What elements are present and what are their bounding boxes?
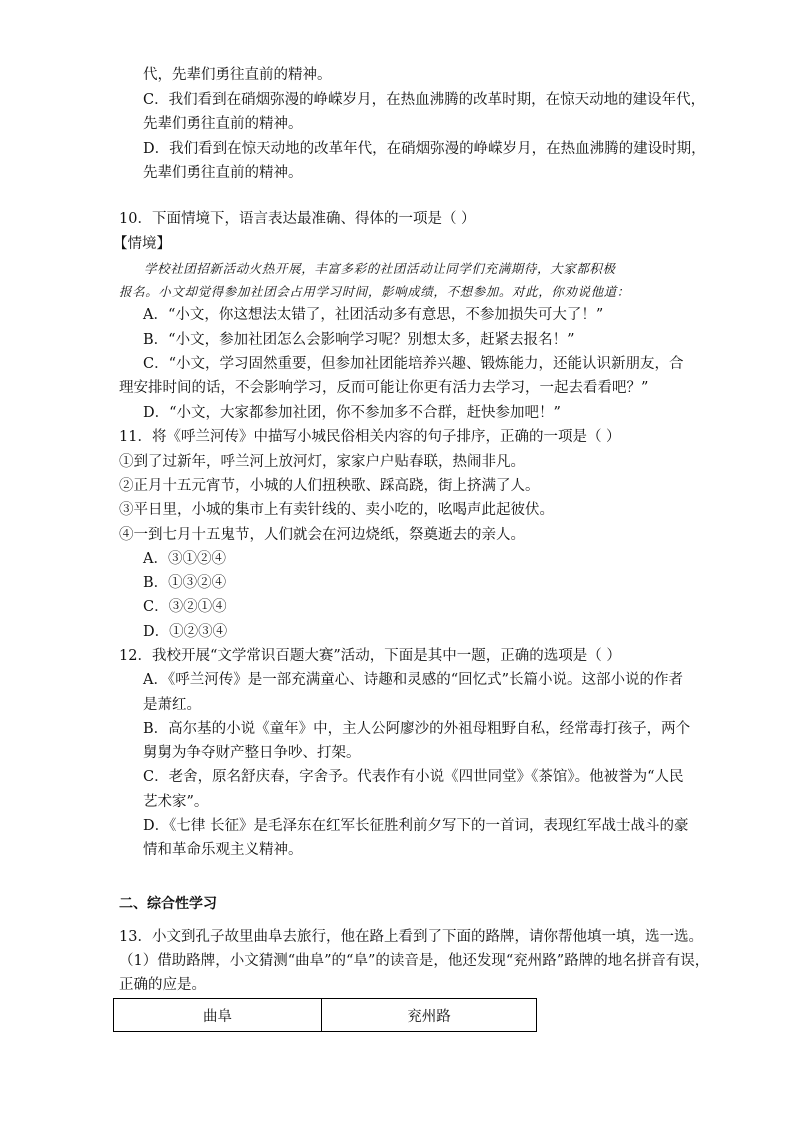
q13-stem: 13．小文到孔子故里曲阜去旅行，他在路上看到了下面的路牌，请你帮他填一填，选一选。 [119, 929, 703, 945]
q11-sentence-3: ③平日里，小城的集市上有卖针线的、卖小吃的，吆喝声此起彼伏。 [119, 502, 554, 518]
q11-sentence-4: ④一到七月十五鬼节，人们就会在河边烧纸，祭奠逝去的亲人。 [119, 527, 525, 543]
q11-option-d: D．①②③④ [143, 624, 228, 640]
q12-option-a-line1: A．《呼兰河传》是一部充满童心、诗趣和灵感的“回忆式”长篇小说。这部小说的作者 [143, 672, 684, 688]
q11-option-c: C．③②①④ [143, 599, 227, 615]
q10-context-line1: 学校社团招新活动火热开展，丰富多彩的社团活动让同学们充满期待，大家都积极 [144, 261, 616, 276]
section-heading: 二、综合性学习 [119, 896, 217, 912]
q10-option-c-line1: C．“小文，学习固然重要，但参加社团能培养兴趣、锻炼能力，还能认识新朋友，合 [143, 356, 684, 372]
q12-option-a-line2: 是萧红。 [143, 697, 201, 713]
q12-option-d-line1: D．《七律 长征》是毛泽东在红军长征胜利前夕写下的一首词，表现红军战士战斗的豪 [143, 818, 689, 834]
q9-option-d-line2: 先辈们勇往直前的精神。 [143, 165, 303, 181]
table-cell-yanzhou-road: 兖州路 [407, 1008, 451, 1025]
q10-option-b: B．“小文，参加社团怎么会影响学习呢？别想太多，赶紧去报名！” [143, 332, 575, 348]
q12-stem: 12．我校开展“文学常识百题大赛”活动，下面是其中一题，正确的选项是（ ） [119, 648, 621, 664]
q10-context-line2: 报名。小文却觉得参加社团会占用学习时间，影响成绩，不想参加。对此，你劝说他道： [119, 284, 630, 299]
q9-option-c-line2: 先辈们勇往直前的精神。 [143, 116, 303, 132]
q13-sub1-line1: （1）借助路牌，小文猜测“曲阜”的“阜”的读音是，他还发现“兖州路”路牌的地名拼音有误， [119, 953, 710, 969]
q9-option-b-continuation: 代，先辈们勇往直前的精神。 [143, 67, 332, 83]
q13-sub1-line2: 正确的应是。 [119, 977, 206, 993]
table-cell-qufu: 曲阜 [114, 999, 322, 1031]
q12-option-c-line1: C．老舍，原名舒庆春，字舍予。代表作有小说《四世同堂》《茶馆》。他被誉为“人民 [143, 769, 684, 785]
q11-option-b: B．①③②④ [143, 575, 227, 591]
q10-option-d: D．“小文，大家都参加社团，你不参加多不合群，赶快参加吧！” [143, 405, 561, 421]
q10-context-label: 【情境】 [113, 236, 171, 252]
q12-option-b-line2: 舅舅为争夺财产整日争吵、打架。 [143, 745, 361, 761]
q9-option-d-line1: D．我们看到在惊天动地的改革年代，在硝烟弥漫的峥嵘岁月，在热血沸腾的建设时期， [143, 141, 706, 157]
q12-option-d-line2: 情和革命乐观主义精神。 [143, 842, 303, 858]
q11-option-a: A．③①②④ [143, 551, 226, 567]
road-sign-table [113, 998, 537, 1032]
q11-sentence-2: ②正月十五元宵节，小城的人们扭秧歌、踩高跷，街上挤满了人。 [119, 478, 540, 494]
q11-stem: 11．将《呼兰河传》中描写小城民俗相关内容的句子排序，正确的一项是（ ） [119, 429, 621, 445]
q12-option-c-line2: 艺术家”。 [143, 794, 209, 810]
q9-option-c-line1: C．我们看到在硝烟弥漫的峥嵘岁月，在热血沸腾的改革时期，在惊天动地的建设年代， [143, 92, 706, 108]
q10-option-c-line2: 理安排时间的话，不会影响学习，反而可能让你更有活力去学习，一起去看看吧？” [119, 380, 649, 396]
q12-option-b-line1: B．高尔基的小说《童年》中，主人公阿廖沙的外祖母粗野自私，经常毒打孩子，两个 [143, 721, 691, 737]
q11-sentence-1: ①到了过新年，呼兰河上放河灯，家家户户贴春联，热闹非凡。 [119, 454, 525, 470]
q10-stem: 10．下面情境下，语言表达最准确、得体的一项是（ ） [119, 211, 476, 227]
q10-option-a: A．“小文，你这想法太错了，社团活动多有意思，不参加损失可大了！” [143, 307, 604, 323]
